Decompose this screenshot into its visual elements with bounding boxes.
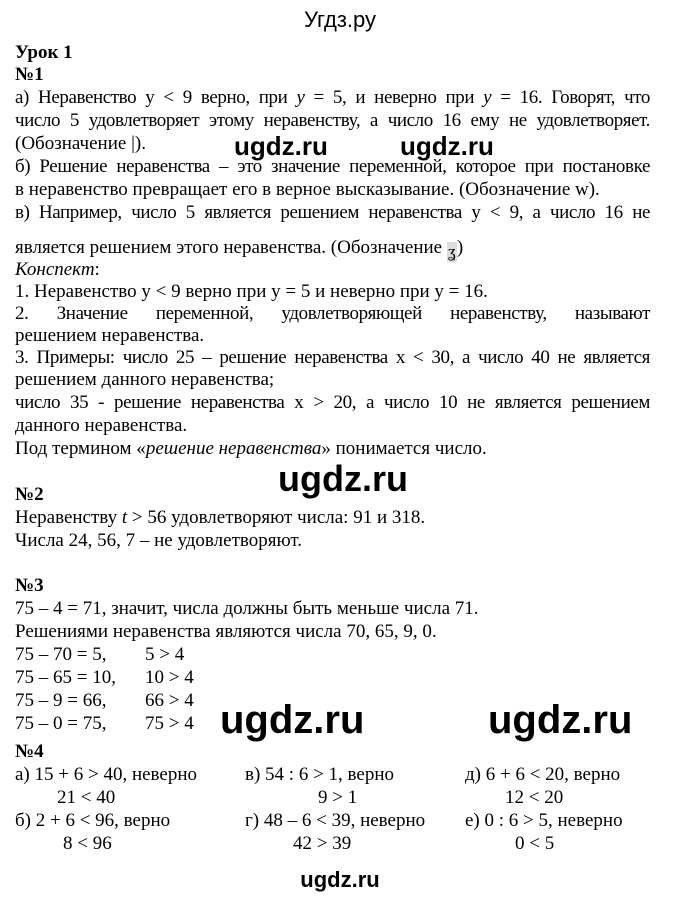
calc-result: 66 > 4 <box>145 690 194 711</box>
task-1-title: №1 <box>15 64 44 85</box>
watermark: ugdz.ru <box>234 131 328 161</box>
text-line: решением данного неравенства; <box>15 369 275 390</box>
calculation: 12 < 20 <box>505 787 564 808</box>
text-line: Решениями неравенства являются числа 70, 65, 9, 0. <box>15 621 437 642</box>
site-title: Угдз.ру <box>303 7 377 32</box>
text-line: данного неравенства. <box>15 415 188 436</box>
lesson-title: Урок 1 <box>15 42 73 63</box>
calc-row: 75 – 65 = 10, <box>15 667 116 688</box>
text-line: число 5 удовлетворяет этому неравенству, а число 16 ему не удовлетворяет. <box>15 110 650 131</box>
text-line: число 35 - решение неравенства х > 20, а число 10 не является решением <box>15 392 650 413</box>
text-line: б) Решение неравенства – это значение переменной, которое при постановке <box>15 156 650 177</box>
text-line: а) Неравенство у < 9 верно, при y = 5, и неверно при y = 16. Говорят, что <box>15 87 650 108</box>
task-2-title: №2 <box>15 484 44 505</box>
text-line: Неравенству t > 56 удовлетворяют числа: 91 и 318. <box>15 507 426 528</box>
text-line: Числа 24, 56, 7 – не удовлетворяют. <box>15 530 303 551</box>
text-line: 1. Неравенство у < 9 верно при у = 5 и неверно при у = 16. <box>15 281 488 302</box>
text-line: в неравенство превращает его в верное высказывание. (Обозначение w). <box>15 179 600 200</box>
text-line: решением неравенства. <box>15 325 205 346</box>
calc-row: 75 – 9 = 66, <box>15 690 107 711</box>
expression: г) 48 – 6 < 39, неверно <box>245 810 426 831</box>
calc-result: 75 > 4 <box>145 713 194 734</box>
text-line: 2. Значение переменной, удовлетворяющей неравенству, называют <box>15 303 650 324</box>
text-line: является решением этого неравенства. (Обозначение ʓ) <box>15 237 464 261</box>
footer-site: ugdz.ru <box>300 867 380 892</box>
calculation: 8 < 96 <box>63 833 112 854</box>
calc-result: 10 > 4 <box>145 667 194 688</box>
calc-row: 75 – 0 = 75, <box>15 713 107 734</box>
text-line: Под термином «решение неравенства» понимается число. <box>15 438 487 459</box>
expression: в) 54 : 6 > 1, верно <box>245 764 395 785</box>
watermark: ugdz.ru <box>400 131 494 161</box>
expression: е) 0 : 6 > 5, неверно <box>465 810 623 831</box>
watermark: ugdz.ru <box>278 458 408 499</box>
text-line: 3. Примеры: число 25 – решение неравенства х < 30, а число 40 не является <box>15 347 650 368</box>
task-3-title: №3 <box>15 575 44 596</box>
expression: д) 6 + 6 < 20, верно <box>465 764 621 785</box>
watermark: ugdz.ru <box>220 698 365 742</box>
expression: а) 15 + 6 > 40, неверно <box>15 764 198 785</box>
text-line: 75 – 4 = 71, значит, числа должны быть меньше числа 71. <box>15 598 479 619</box>
calculation: 9 > 1 <box>318 787 358 808</box>
text-line: (Обозначение |). <box>15 133 146 154</box>
calculation: 0 < 5 <box>515 833 555 854</box>
calculation: 42 > 39 <box>293 833 352 854</box>
calculation: 21 < 40 <box>57 787 116 808</box>
task-4-title: №4 <box>15 741 44 762</box>
summary-label: Конспект: <box>15 259 100 280</box>
symbol-image: ʓ <box>448 242 456 261</box>
calc-result: 5 > 4 <box>145 644 185 665</box>
expression: б) 2 + 6 < 96, верно <box>15 810 171 831</box>
watermark: ugdz.ru <box>488 698 633 742</box>
text-line: в) Например, число 5 является решением неравенства у < 9, а число 16 не <box>15 202 650 223</box>
calc-row: 75 – 70 = 5, <box>15 644 107 665</box>
